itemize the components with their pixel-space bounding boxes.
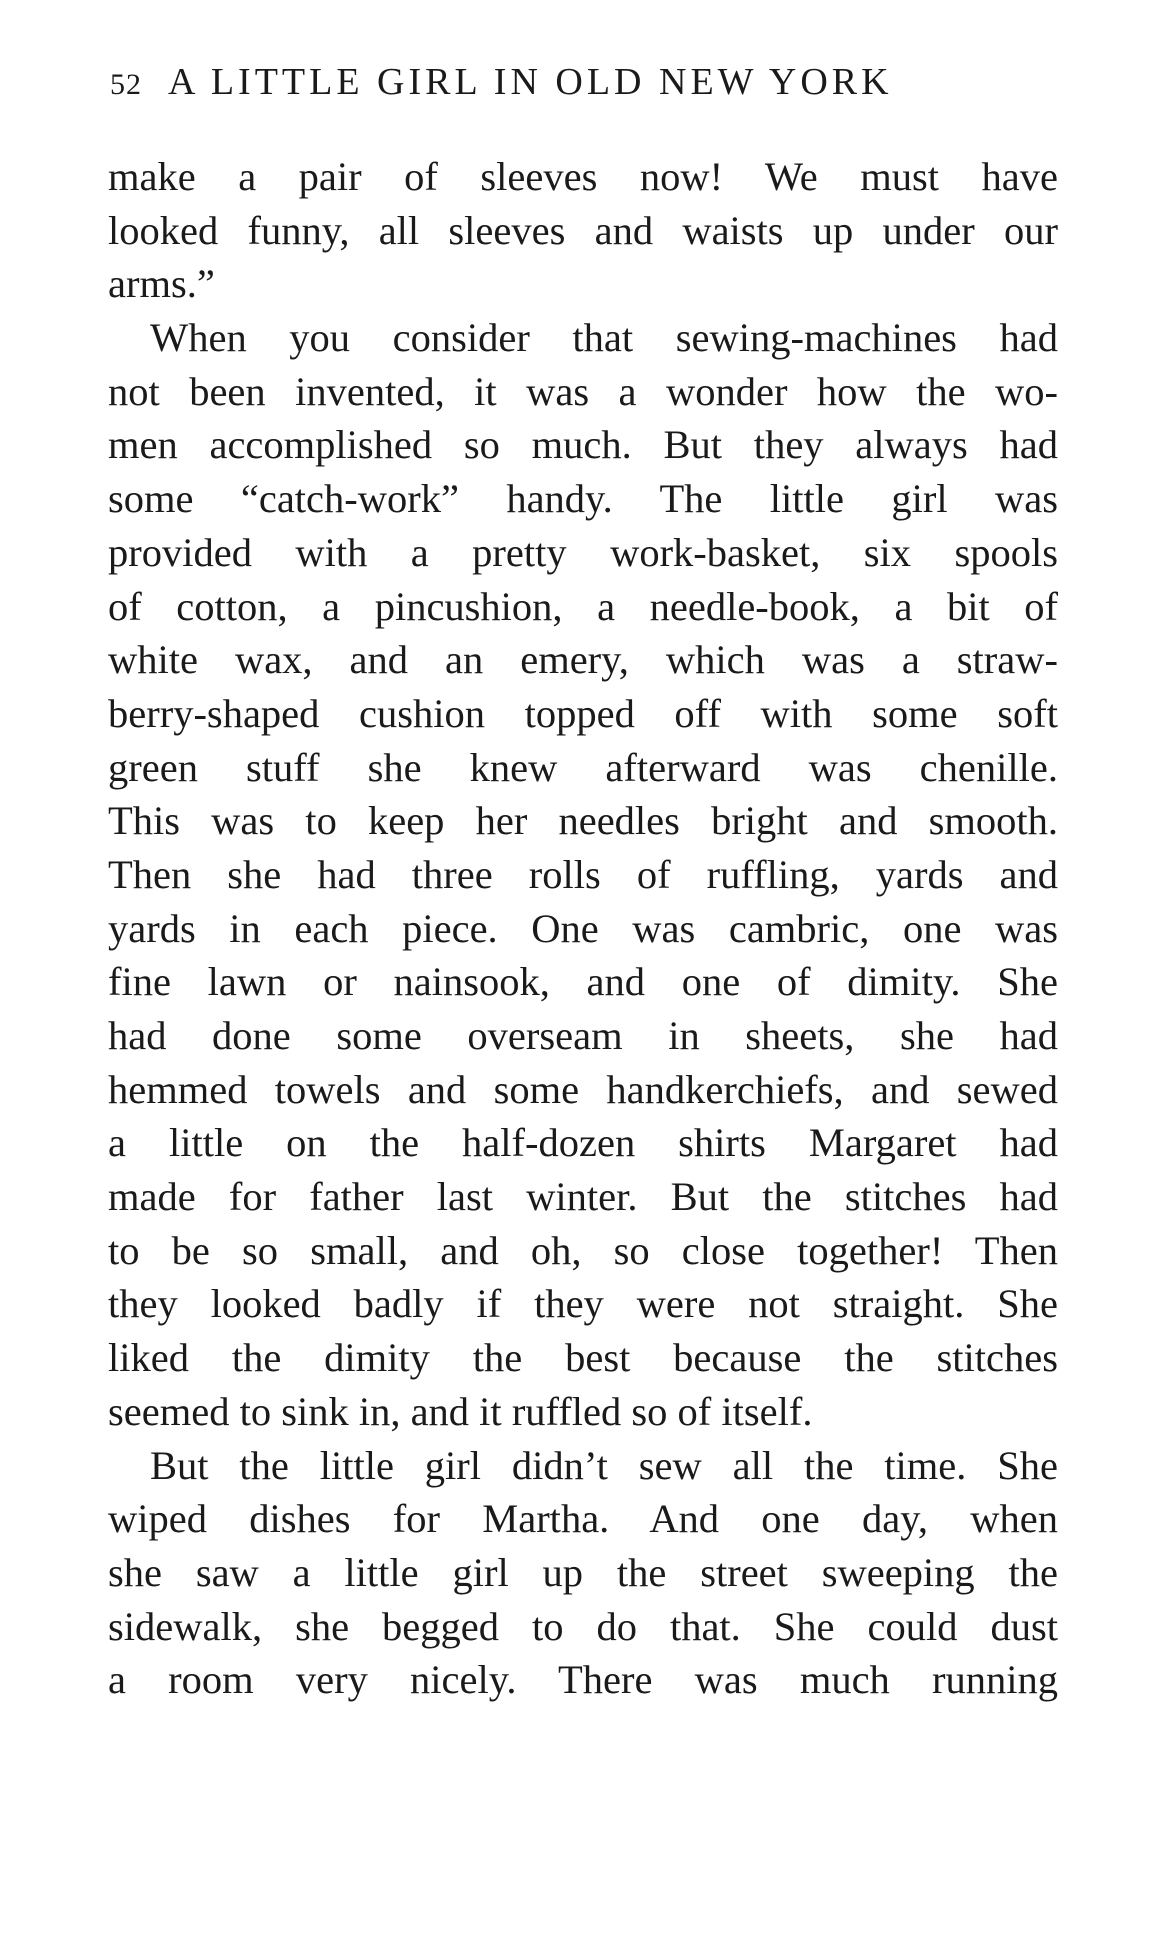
text-line: to be so small, and oh, so close together! Then [108,1227,1058,1273]
text-line: looked funny, all sleeves and waists up under our [108,207,1058,253]
text-line: hemmed towels and some handkerchiefs, and sewed [108,1066,1058,1112]
text-line: some “catch-work” handy. The little girl was [108,476,1058,522]
text-line: provided with a pretty work-basket, six spools [108,529,1058,575]
text-line: liked the dimity the best because the stitches [108,1335,1058,1381]
text-line: yards in each piece. One was cambric, one was [108,905,1058,951]
page-number: 52 [110,68,142,101]
text-line: Then she had three rolls of ruffling, yards and [108,851,1058,897]
text-line: a little on the half-dozen shirts Margaret had [108,1120,1058,1166]
running-head [110,60,1060,110]
text-line: men accomplished so much. But they always had [108,422,1058,468]
text-line: sidewalk, she begged to do that. She could dust [108,1603,1058,1649]
running-title: A LITTLE GIRL IN OLD NEW YORK [168,61,893,103]
text-line: fine lawn or nainsook, and one of dimity. She [108,959,1058,1005]
text-line: This was to keep her needles bright and smooth. [108,798,1058,844]
text-line: arms.” [108,261,215,307]
text-line: But the little girl didn’t sew all the time. She [150,1442,1058,1488]
text-line: seemed to sink in, and it ruffled so of itself. [108,1388,813,1434]
text-line: white wax, and an emery, which was a straw- [108,637,1058,683]
text-line: had done some overseam in sheets, she had [108,1013,1058,1058]
text-line: she saw a little girl up the street sweeping the [108,1549,1058,1595]
text-line: a room very nicely. There was much running [108,1657,1058,1703]
text-line: wiped dishes for Martha. And one day, when [108,1496,1058,1542]
text-line: made for father last winter. But the stitches had [108,1174,1058,1220]
text-line: When you consider that sewing-machines had [150,315,1058,361]
text-line: green stuff she knew afterward was chenille. [108,744,1058,790]
text-line: make a pair of sleeves now! We must have [108,154,1058,199]
text-line: they looked badly if they were not straight. She [108,1281,1058,1327]
text-line: of cotton, a pincushion, a needle-book, a bit of [108,583,1058,629]
body-text [108,150,1058,1707]
text-line: berry-shaped cushion topped off with some soft [108,690,1058,736]
text-line: not been invented, it was a wonder how the wo- [108,368,1058,414]
